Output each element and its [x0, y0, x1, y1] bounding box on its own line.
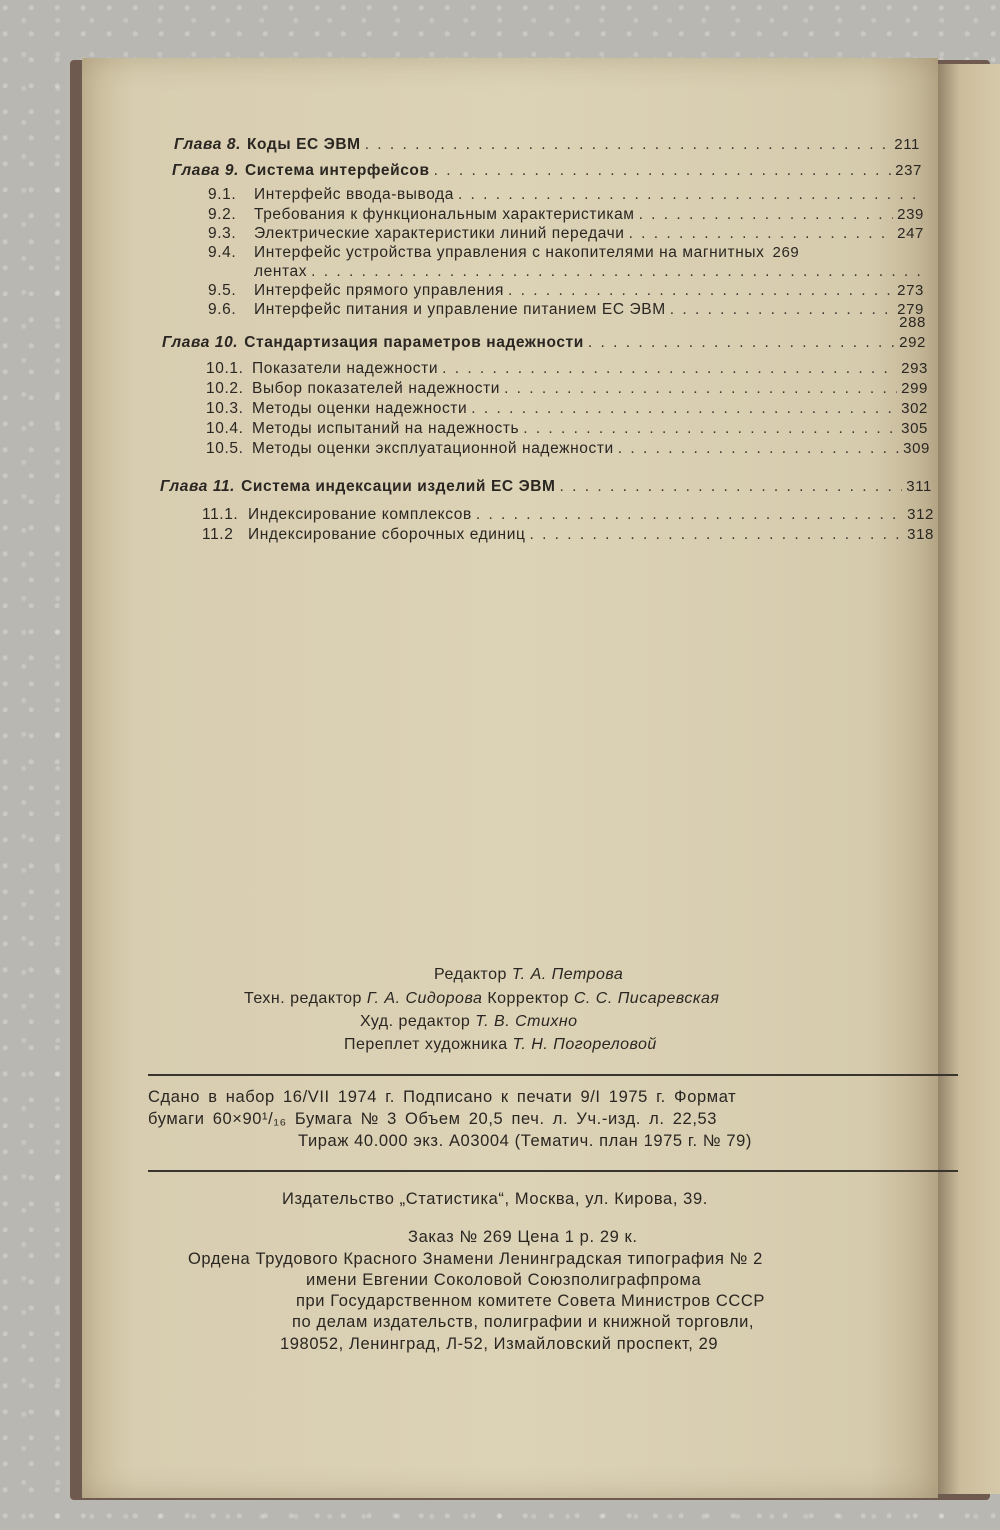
page-number: 239	[897, 206, 924, 223]
item-title: Показатели надежности	[252, 360, 439, 377]
divider-line	[148, 1170, 958, 1172]
item-title: Индексирование сборочных единиц	[248, 526, 526, 543]
person-name: Г. А. Сидорова	[366, 990, 483, 1007]
leader-dots	[639, 206, 894, 224]
divider-line	[148, 1074, 958, 1076]
item-title: Методы оценки надежности	[252, 400, 468, 417]
item-number: 10.5.	[206, 440, 244, 457]
printer-line-3: при Государственном комитете Совета Министров СССР	[296, 1292, 766, 1310]
order-line: Заказ № 269 Цена 1 р. 29 к.	[408, 1228, 638, 1246]
chapter-title: Коды ЕС ЭВМ	[247, 136, 361, 153]
item-number: 9.3.	[208, 225, 237, 242]
printer-line-1: Ордена Трудового Красного Знамени Ленинградская типография № 2	[188, 1250, 763, 1268]
page-number: 211	[894, 136, 920, 153]
role-label: Редактор	[434, 966, 507, 983]
page-number: 288	[899, 314, 926, 331]
item-title: Интерфейс ввода-вывода	[254, 186, 454, 203]
leader-dots	[504, 380, 897, 398]
toc-item-10-5	[206, 440, 930, 458]
page-number: 279	[897, 301, 924, 318]
toc-chapter-10	[162, 334, 926, 352]
book-page	[82, 58, 938, 1498]
page-number: 292	[899, 334, 926, 351]
item-number: 10.3.	[206, 400, 244, 417]
toc-item-10-4	[206, 420, 928, 438]
item-title: Методы испытаний на надежность	[252, 420, 520, 437]
item-title: Методы оценки эксплуатационной надежности	[252, 440, 614, 457]
credit-binding	[344, 1036, 657, 1054]
print-info-line-1: Сдано в набор 16/VII 1974 г. Подписано к печати 9/I 1975 г. Формат	[148, 1088, 737, 1106]
credit-tech-editor	[244, 990, 719, 1008]
toc-item-9-1	[208, 186, 922, 204]
printer-line-2: имени Евгении Соколовой Союзполиграфпрома	[306, 1271, 702, 1289]
printer-line-5: 198052, Ленинград, Л-52, Измайловский проспект, 29	[280, 1335, 719, 1353]
print-info-line-3: Тираж 40.000 экз. А03004 (Тематич. план 1975 г. № 79)	[298, 1132, 752, 1150]
item-number: 9.6.	[208, 301, 237, 318]
item-number: 9.4.	[208, 244, 237, 261]
chapter-title: Система интерфейсов	[245, 162, 430, 179]
leader-dots	[529, 526, 903, 544]
page-number: 293	[901, 360, 928, 377]
item-title: Индексирование комплексов	[248, 506, 472, 523]
role-label: Техн. редактор	[244, 990, 362, 1007]
item-title: Интерфейс устройства управления с накопителями на магнитных	[254, 244, 765, 261]
toc-item-9-4-cont	[254, 263, 924, 281]
toc-item-10-2	[206, 380, 928, 398]
toc-extra-page	[208, 314, 926, 331]
page-number: 299	[901, 380, 928, 397]
item-number: 9.1.	[208, 186, 237, 203]
leader-dots	[434, 162, 892, 180]
item-title: Интерфейс питания и управление питанием ЕС ЭВМ	[254, 301, 666, 318]
page-number: 309	[903, 440, 930, 457]
toc-item-9-3	[208, 225, 924, 243]
toc-chapter-11	[160, 478, 932, 496]
leader-dots	[508, 282, 893, 300]
toc-item-9-5	[208, 282, 924, 300]
credit-art-editor	[360, 1013, 578, 1031]
role-label: Худ. редактор	[360, 1013, 471, 1030]
item-title-continuation: лентах	[254, 263, 308, 280]
page-number: 302	[901, 400, 928, 417]
credit-editor	[434, 966, 623, 984]
page-number: 273	[897, 282, 924, 299]
item-title: Интерфейс прямого управления	[254, 282, 505, 299]
toc-chapter-8	[174, 136, 920, 154]
person-name: Т. В. Стихно	[475, 1013, 578, 1030]
toc-item-10-3	[206, 400, 928, 418]
leader-dots	[442, 360, 897, 378]
print-info-line-2: бумаги 60×90¹/₁₆ Бумага № 3 Объем 20,5 печ. л. Уч.-изд. л. 22,53	[148, 1110, 718, 1128]
chapter-label: Глава 9.	[172, 162, 239, 179]
person-name: Т. А. Петрова	[511, 966, 624, 983]
role-label: Переплет художника	[344, 1036, 508, 1053]
page-number: 305	[901, 420, 928, 437]
item-number: 9.5.	[208, 282, 237, 299]
chapter-label: Глава 11.	[160, 478, 236, 495]
toc-item-9-2	[208, 206, 924, 224]
item-number: 9.2.	[208, 206, 237, 223]
leader-dots	[588, 334, 895, 352]
leader-dots	[311, 263, 920, 281]
toc-item-11-2	[202, 526, 934, 544]
toc-chapter-9	[172, 162, 922, 180]
leader-dots	[365, 136, 891, 154]
toc-item-11-1	[202, 506, 934, 524]
chapter-title: Система индексации изделий ЕС ЭВМ	[241, 478, 556, 495]
leader-dots	[458, 186, 918, 204]
item-number: 11.1.	[202, 506, 239, 523]
item-number: 11.2	[202, 526, 234, 543]
toc-item-10-1	[206, 360, 928, 378]
chapter-label: Глава 10.	[162, 334, 239, 351]
page-number: 269	[772, 244, 800, 261]
leader-dots	[560, 478, 903, 496]
page-number: 318	[907, 526, 934, 543]
item-title: Выбор показателей надежности	[252, 380, 501, 397]
item-number: 10.4.	[206, 420, 244, 437]
leader-dots	[618, 440, 899, 458]
publisher-line: Издательство „Статистика“, Москва, ул. Кирова, 39.	[282, 1190, 708, 1208]
page-number: 312	[907, 506, 934, 523]
role-label: Корректор	[487, 990, 569, 1007]
person-name: С. С. Писаревская	[573, 990, 720, 1007]
leader-dots	[471, 400, 897, 418]
chapter-title: Стандартизация параметров надежности	[244, 334, 584, 351]
page-number: 237	[895, 162, 922, 179]
next-page-edge	[934, 64, 1000, 1494]
printer-line-4: по делам издательств, полиграфии и книжной торговли,	[292, 1313, 755, 1331]
page-number: 247	[897, 225, 924, 242]
chapter-label: Глава 8.	[174, 136, 241, 153]
page-number: 311	[906, 478, 932, 495]
item-title: Электрические характеристики линий передачи	[254, 225, 625, 242]
leader-dots	[629, 225, 894, 243]
toc-item-9-4	[208, 244, 924, 262]
leader-dots	[476, 506, 903, 524]
leader-dots	[523, 420, 897, 438]
item-title: Требования к функциональным характеристикам	[254, 206, 635, 223]
person-name: Т. Н. Погореловой	[512, 1036, 657, 1053]
item-number: 10.1.	[206, 360, 244, 377]
item-number: 10.2.	[206, 380, 244, 397]
